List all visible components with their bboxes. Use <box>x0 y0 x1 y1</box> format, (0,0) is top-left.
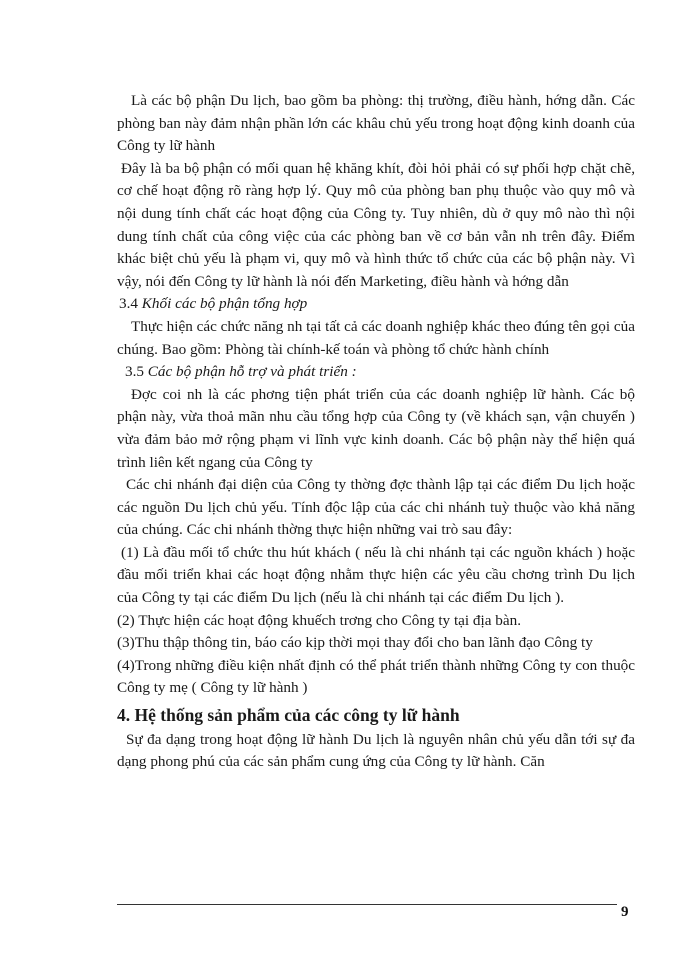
document-body <box>117 90 635 774</box>
paragraph: Thực hiện các chức năng nh tại tất cả các doanh nghiệp khác theo đúng tên gọi của chúng. Bao gồm: Phòng tài chính-kế toán và phòng tổ chức hành chính <box>117 317 635 358</box>
footer-rule <box>117 904 617 905</box>
paragraph: Sự đa dạng trong hoạt động lữ hành Du lịch là nguyên nhân chủ yếu dẫn tới sự đa dạng phong phú của các sản phẩm cung ứng của Công ty lữ hành. Căn <box>117 730 635 771</box>
subsection-number: 3.4 <box>119 295 138 313</box>
list-item: (4)Trong những điều kiện nhất định có thể phát triển thành những Công ty con thuộc Công ty mẹ ( Công ty lữ hành ) <box>117 656 635 697</box>
subsection-heading <box>117 361 635 384</box>
paragraph: Các chi nhánh đại diện của Công ty thờng đợc thành lập tại các điểm Du lịch hoặc các nguồn Du lịch chủ yếu. Tính độc lập của các chi nhánh tuỳ thuộc vào khả năng của chúng. Các chi nhánh thờng thực hiện những vai trò sau đây: <box>117 476 635 539</box>
page-number: 9 <box>621 904 629 920</box>
paragraph: Là các bộ phận Du lịch, bao gồm ba phòng: thị trường, điều hành, hớng dẫn. Các phòng ban này đảm nhận phần lớn các khâu chủ yếu trong hoạt động kinh doanh của Công ty lữ hành <box>117 92 635 155</box>
subsection-heading <box>117 293 635 316</box>
list-item: (1) Là đầu mối tổ chức thu hút khách ( nếu là chi nhánh tại các nguồn khách ) hoặc đầu mối triển khai các hoạt động nhằm thực hiện các yêu cầu chơng trình Du lịch của Công ty tại các điểm Du lịch (nếu là chi nhánh tại các điểm Du lịch ). <box>117 543 635 607</box>
subsection-title: Khối các bộ phận tổng hợp <box>141 295 308 313</box>
subsection-number: 3.5 <box>125 363 144 381</box>
list-item: (2) Thực hiện các hoạt động khuếch trơng cho Công ty tại địa bàn. <box>117 611 521 629</box>
paragraph: Đây là ba bộ phận có mối quan hệ khăng khít, đòi hỏi phải có sự phối hợp chặt chẽ, cơ chế hoạt động rõ ràng hợp lý. Quy mô của phòng ban phụ thuộc vào quy mô và nội dung tính chất các hoạt động của Công ty. Tuy nhiên, dù ở quy mô nào thì nội dung tính chất của công việc của các phòng ban về cơ bản vẫn nh trên đây. Điểm khác biệt chủ yếu là phạm vi, quy mô và hình thức tổ chức của các bộ phận này. Vì vậy, nói đến Công ty lữ hành là nói đến Marketing, điều hành và hớng dẫn <box>117 159 635 290</box>
paragraph: Đợc coi nh là các phơng tiện phát triển của các doanh nghiệp lữ hành. Các bộ phận này, vừa thoả mãn nhu cầu tổng hợp của Công ty (về khách sạn, vận chuyển ) vừa đảm bảo mở rộng phạm vi lĩnh vực kinh doanh. Các bộ phận này thể hiện quá trình liên kết ngang của Công ty <box>117 385 635 471</box>
list-item: (3)Thu thập thông tin, báo cáo kịp thời mọi thay đổi cho ban lãnh đạo Công ty <box>117 634 593 652</box>
section-heading: 4. Hệ thống sản phẩm của các công ty lữ hành <box>117 705 460 726</box>
subsection-title: Các bộ phận hỗ trợ và phát triển : <box>147 363 357 381</box>
